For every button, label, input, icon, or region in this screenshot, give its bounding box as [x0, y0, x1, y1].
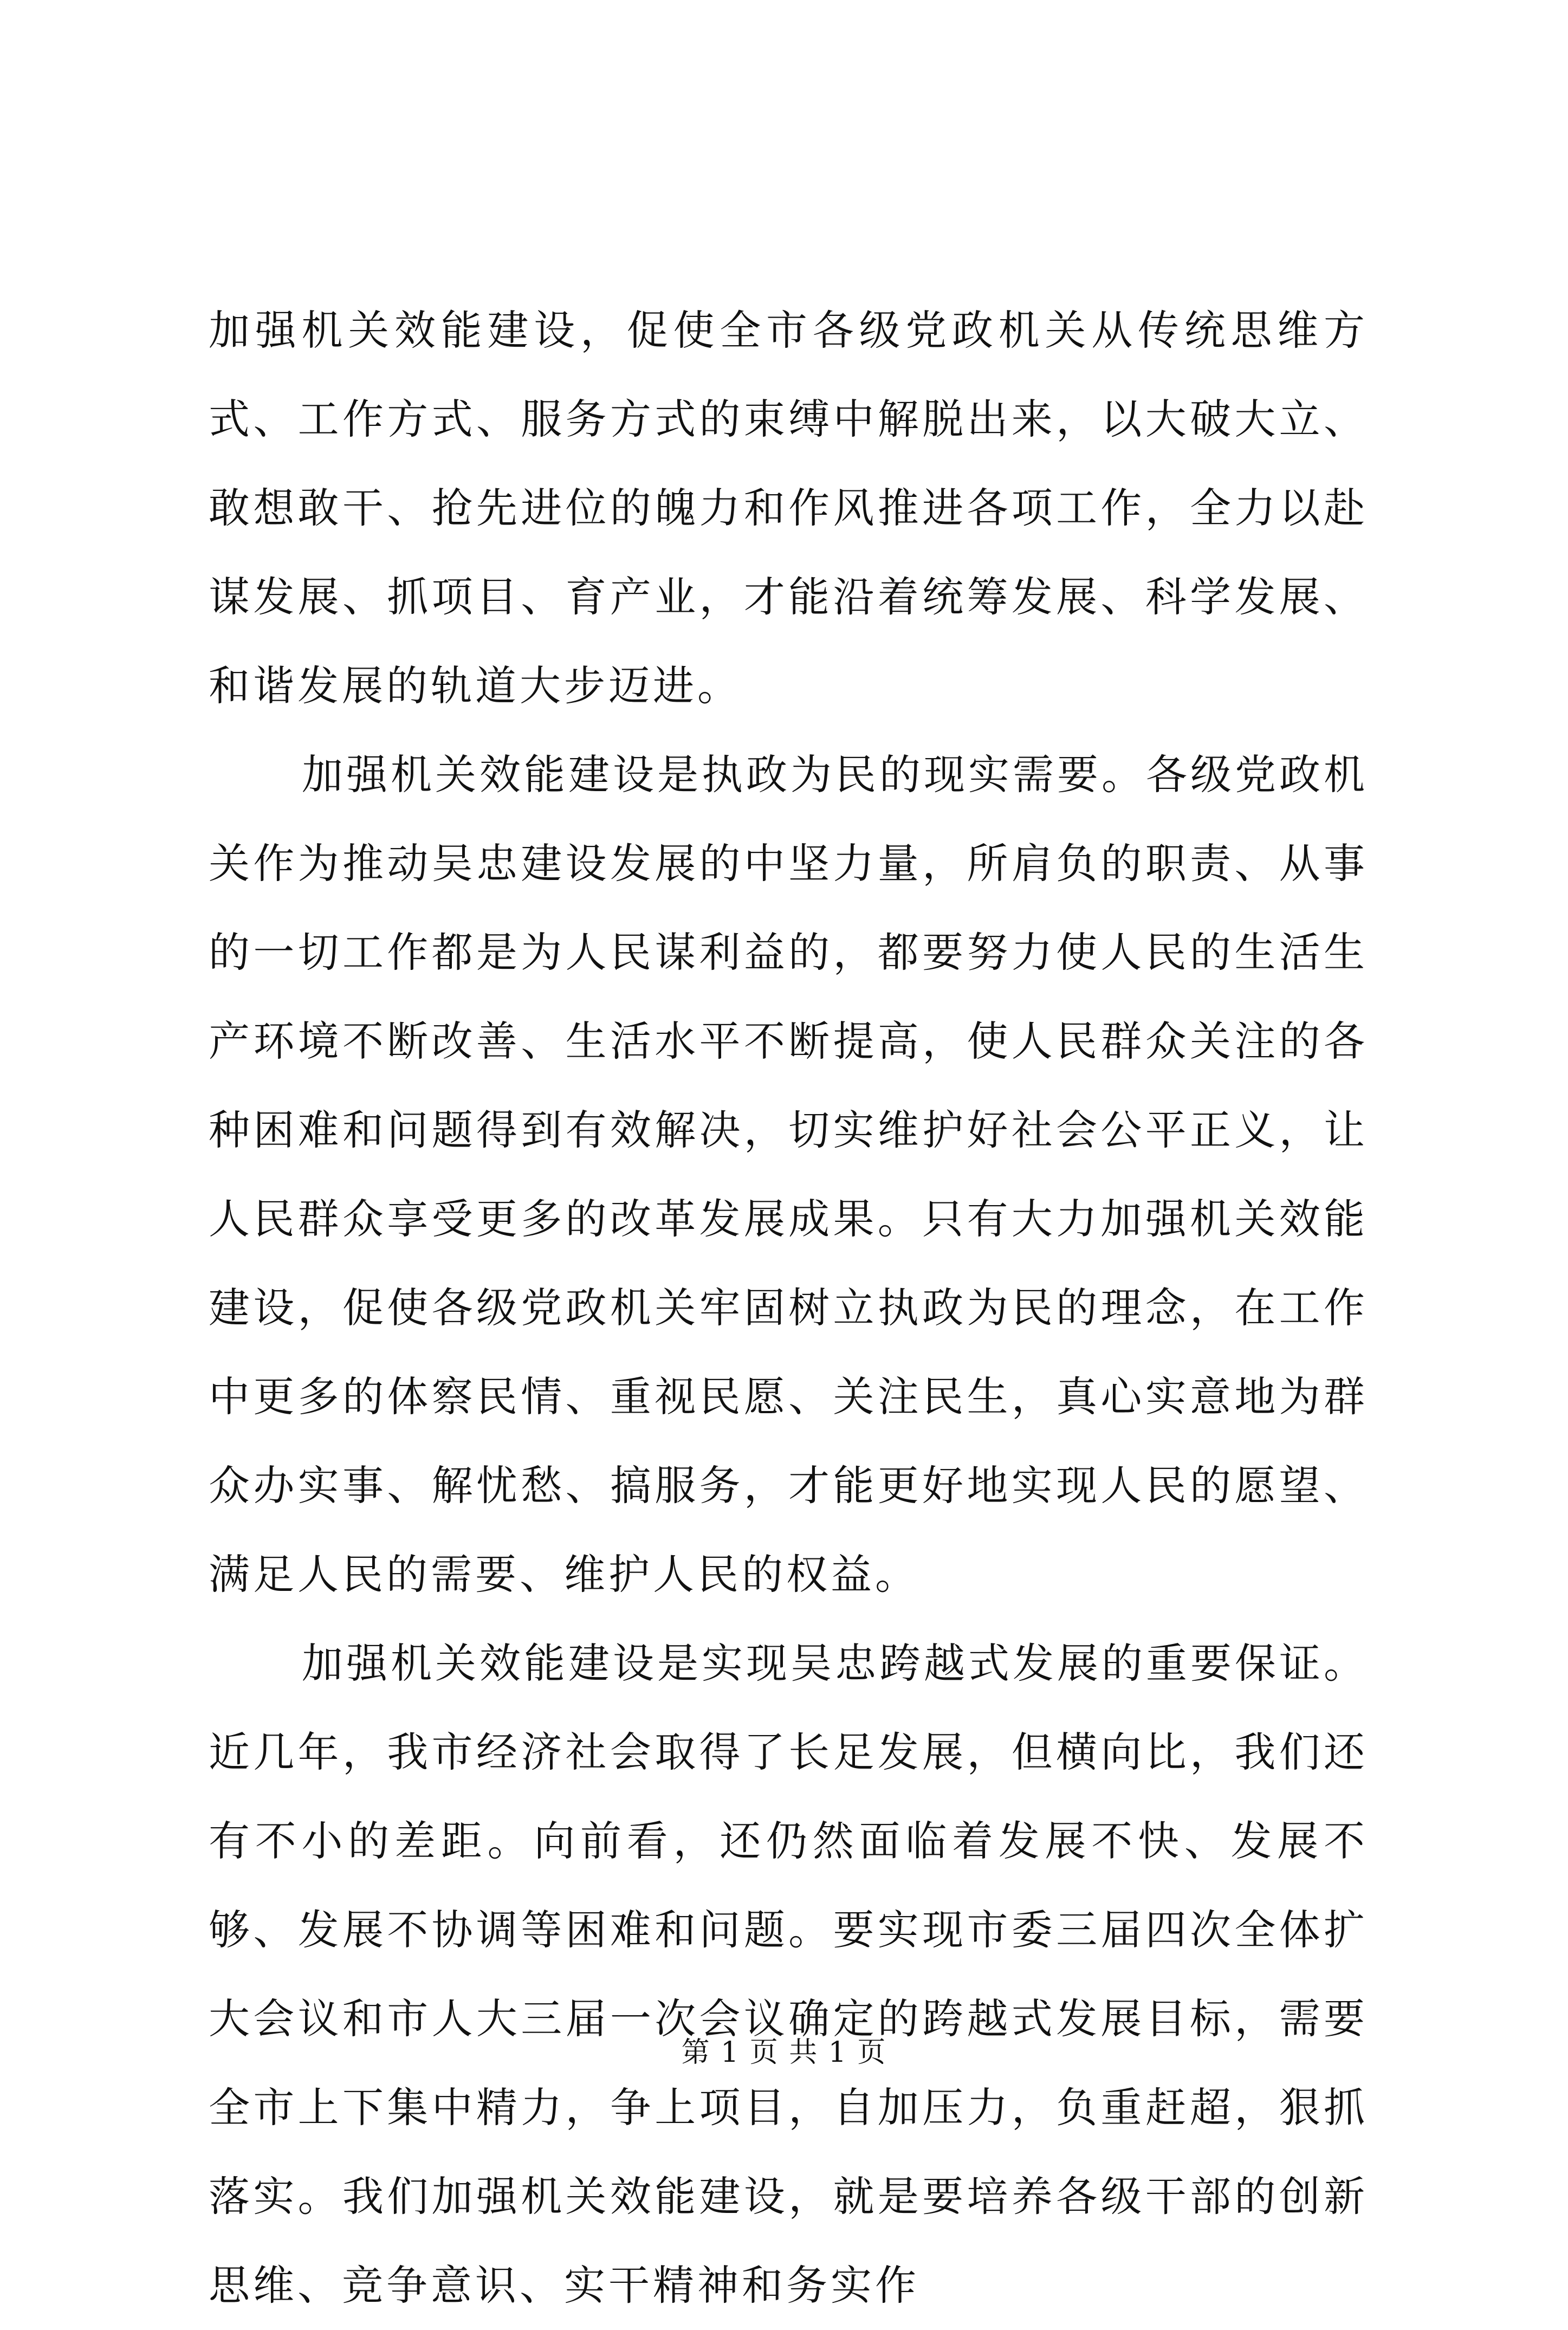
page-footer: 第 1 页 共 1 页: [681, 2036, 887, 2069]
paragraph-3: 加强机关效能建设是实现吴忠跨越式发展的重要保证。近几年，我市经济社会取得了长足发展，但横向比，我们还有不小的差距。向前看，还仍然面临着发展不快、发展不够、发展不协调等困难和问题。要实现市委三届四次全体扩大会议和市人大三届一次会议确定的跨越式发展目标，需要全市上下集中精力，争上项目，自加压力，负重赶超，狠抓落实。我们加强机关效能建设，就是要培养各级干部的创新思维、竞争意识、实干精神和务实作: [209, 1639, 1368, 2309]
paragraph-1: 加强机关效能建设，促使全市各级党政机关从传统思维方式、工作方式、服务方式的束缚中解脱出来，以大破大立、敢想敢干、抢先进位的魄力和作风推进各项工作，全力以赴谋发展、抓项目、育产业，才能沿着统筹发展、科学发展、和谐发展的轨道大步迈进。: [209, 306, 1368, 710]
document-body: [209, 286, 1368, 2330]
paragraph-2: 加强机关效能建设是执政为民的现实需要。各级党政机关作为推动吴忠建设发展的中坚力量，所肩负的职责、从事的一切工作都是为人民谋利益的，都要努力使人民的生活生产环境不断改善、生活水平不断提高，使人民群众关注的各种困难和问题得到有效解决，切实维护好社会公平正义，让人民群众享受更多的改革发展成果。只有大力加强机关效能建设，促使各级党政机关牢固树立执政为民的理念，在工作中更多的体察民情、重视民愿、关注民生，真心实意地为群众办实事、解忧愁、搞服务，才能更好地实现人民的愿望、满足人民的需要、维护人民的权益。: [209, 750, 1368, 1598]
